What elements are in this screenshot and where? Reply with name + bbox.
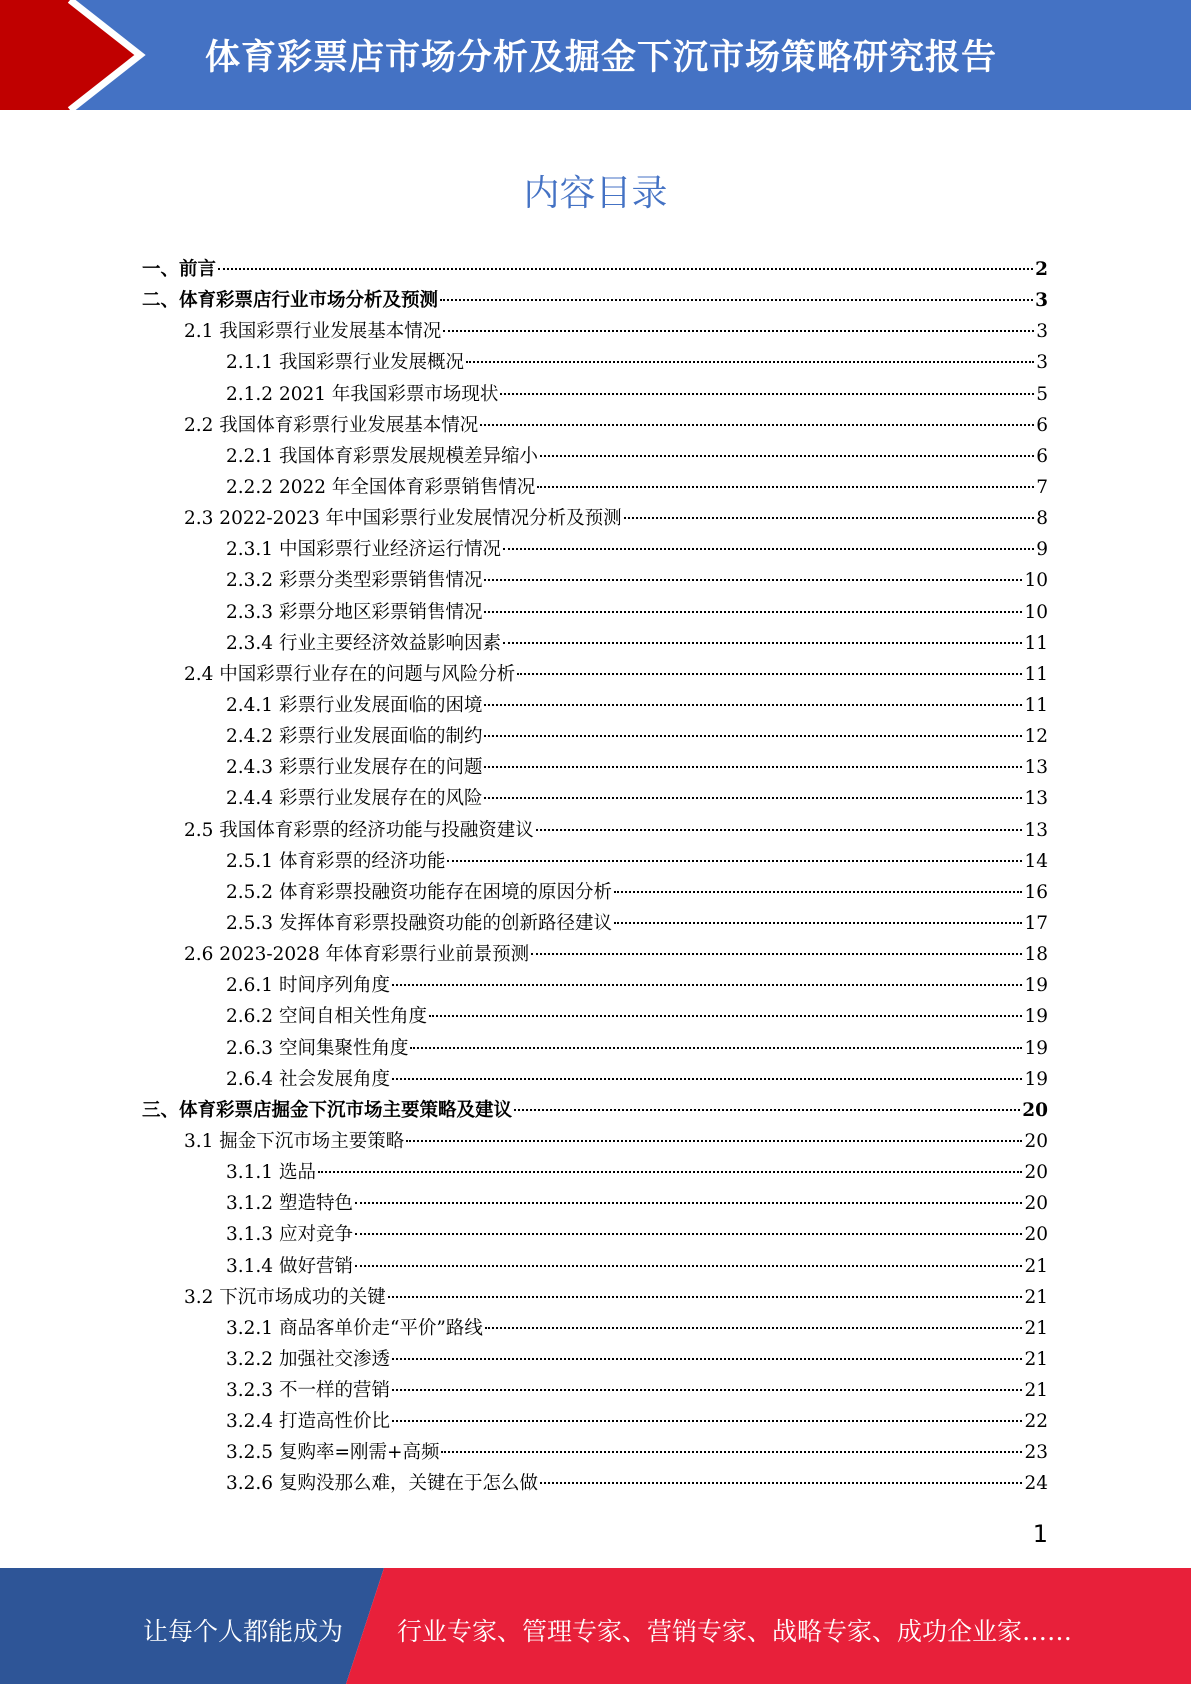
toc-entry-title: 3.2.3 不一样的营销 [226,1380,390,1402]
toc-entry-page: 21 [1024,1380,1048,1402]
toc-entry-title: 3.2 下沉市场成功的关键 [184,1286,386,1308]
toc-entry-page: 13 [1024,757,1048,779]
toc-entry-title: 2.6.3 空间集聚性角度 [226,1037,409,1059]
toc-entry[interactable] [142,970,1048,1001]
toc-entry-page: 3 [1036,321,1048,343]
toc-entry[interactable] [142,1219,1048,1250]
toc-dot-leader [484,579,1022,581]
toc-entry-title: 2.5.3 发挥体育彩票投融资功能的创新路径建议 [226,912,612,934]
toc-dot-leader [480,424,1034,426]
toc-entry-page: 6 [1036,445,1048,467]
toc-entry-title: 3.2.4 打造高性价比 [226,1411,390,1433]
toc-entry-page: 16 [1024,881,1048,903]
toc-dot-leader [624,517,1035,519]
toc-entry-title: 3.2.5 复购率=刚需+高频 [226,1442,440,1464]
toc-entry[interactable] [142,285,1048,316]
toc-entry-page: 10 [1024,570,1048,592]
toc-entry-page: 18 [1024,944,1048,966]
toc-entry-page: 17 [1024,912,1048,934]
toc-dot-leader [218,268,1033,270]
toc-dot-leader [429,1015,1022,1017]
toc-entry-title: 2.4.1 彩票行业发展面临的困境 [226,694,483,716]
toc-entry-title: 2.3.1 中国彩票行业经济运行情况 [226,539,501,561]
toc-entry-title: 2.1.1 我国彩票行业发展概况 [226,352,464,374]
toc-entry[interactable] [142,1251,1048,1282]
toc-dot-leader [485,1327,1023,1329]
toc-entry[interactable] [142,316,1048,347]
toc-entry-page: 20 [1024,1162,1048,1184]
toc-dot-leader [355,1265,1023,1267]
toc-dot-leader [484,735,1022,737]
toc-entry[interactable] [142,441,1048,472]
toc-dot-leader [466,361,1034,363]
toc-entry-page: 20 [1024,1193,1048,1215]
toc-entry-title: 2.1.2 2021 年我国彩票市场现状 [226,383,499,405]
toc-entry[interactable] [142,1313,1048,1344]
toc-entry-title: 2.3 2022-2023 年中国彩票行业发展情况分析及预测 [184,508,622,530]
toc-entry[interactable] [142,1375,1048,1406]
toc-dot-leader [503,642,1022,644]
toc-entry-title: 二、体育彩票店行业市场分析及预测 [142,290,439,312]
footer-slogan-right: 行业专家、管理专家、营销专家、战略专家、成功企业家…… [397,1617,1073,1646]
toc-entry-page: 21 [1024,1317,1048,1339]
toc-entry[interactable] [142,1344,1048,1375]
toc-dot-leader [614,922,1022,924]
toc-entry-title: 一、前言 [142,259,217,280]
toc-dot-leader [484,611,1022,613]
toc-entry-title: 3.2.6 复购没那么难，关键在于怎么做 [226,1473,538,1495]
toc-entry[interactable] [142,503,1048,534]
table-of-contents [142,254,1048,1500]
toc-entry-page: 2 [1035,259,1048,280]
toc-dot-leader [500,393,1034,395]
footer-slogan-left: 让每个人都能成为 [143,1617,344,1646]
toc-dot-leader [392,1420,1022,1422]
toc-dot-leader [484,797,1022,799]
toc-entry-page: 19 [1024,1006,1048,1028]
toc-dot-leader [540,455,1034,457]
toc-entry[interactable] [142,1126,1048,1157]
toc-entry-title: 2.4 中国彩票行业存在的问题与风险分析 [184,663,516,685]
toc-entry-title: 3.1 掘金下沉市场主要策略 [184,1130,405,1152]
toc-entry-page: 8 [1036,508,1048,530]
report-header-band [0,0,1191,110]
toc-entry-page: 20 [1024,1224,1048,1246]
toc-entry-title: 2.4.2 彩票行业发展面临的制约 [226,726,483,748]
toc-entry-title: 2.5.1 体育彩票的经济功能 [226,850,446,872]
toc-entry-title: 2.5 我国体育彩票的经济功能与投融资建议 [184,819,534,841]
toc-dot-leader [443,330,1034,332]
toc-entry[interactable] [142,877,1048,908]
toc-entry-title: 3.1.4 做好营销 [226,1255,353,1277]
toc-dot-leader [536,829,1023,831]
toc-entry-page: 11 [1024,663,1048,685]
toc-entry-title: 2.2.1 我国体育彩票发展规模差异缩小 [226,445,538,467]
toc-entry[interactable] [142,1001,1048,1032]
toc-entry-title: 3.1.2 塑造特色 [226,1193,353,1215]
toc-entry[interactable] [142,908,1048,939]
toc-entry-title: 三、体育彩票店掘金下沉市场主要策略及建议 [142,1099,513,1121]
toc-entry-page: 21 [1024,1348,1048,1370]
toc-entry[interactable] [142,534,1048,565]
toc-entry[interactable] [142,752,1048,783]
toc-entry[interactable] [142,1095,1048,1126]
toc-entry-title: 2.2.2 2022 年全国体育彩票销售情况 [226,476,536,498]
toc-entry[interactable] [142,597,1048,628]
toc-entry-title: 3.1.1 选品 [226,1162,316,1184]
toc-entry[interactable] [142,1157,1048,1188]
page-number: 1 [1032,1520,1048,1548]
toc-dot-leader [441,1451,1022,1453]
toc-entry-page: 19 [1024,1037,1048,1059]
toc-entry[interactable] [142,1468,1048,1499]
toc-entry-page: 14 [1024,850,1048,872]
toc-entry-page: 20 [1024,1130,1048,1152]
toc-entry-page: 24 [1024,1473,1048,1495]
toc-dot-leader [388,1296,1023,1298]
toc-entry-page: 20 [1022,1099,1048,1121]
toc-dot-leader [484,766,1022,768]
toc-entry-page: 13 [1024,788,1048,810]
toc-dot-leader [540,1482,1022,1484]
toc-entry-title: 2.6.2 空间自相关性角度 [226,1006,427,1028]
toc-entry-title: 2.5.2 体育彩票投融资功能存在困境的原因分析 [226,881,612,903]
toc-dot-leader [355,1202,1023,1204]
toc-entry-title: 3.2.1 商品客单价走“平价”路线 [226,1317,483,1339]
toc-dot-leader [392,1389,1022,1391]
toc-entry-page: 3 [1036,352,1048,374]
toc-dot-leader [531,953,1022,955]
toc-entry-title: 3.2.2 加强社交渗透 [226,1348,390,1370]
toc-heading: 内容目录 [523,173,668,214]
toc-entry[interactable] [142,254,1048,285]
toc-dot-leader [406,1140,1022,1142]
toc-entry[interactable] [142,379,1048,410]
toc-entry[interactable] [142,815,1048,846]
toc-entry[interactable] [142,1033,1048,1064]
toc-dot-leader [392,984,1022,986]
toc-entry[interactable] [142,1406,1048,1437]
toc-entry-page: 11 [1024,694,1048,716]
toc-entry[interactable] [142,1437,1048,1468]
toc-entry[interactable] [142,783,1048,814]
toc-entry-title: 2.6.4 社会发展角度 [226,1068,390,1090]
toc-entry-page: 11 [1024,632,1048,654]
toc-entry-title: 3.1.3 应对竞争 [226,1224,353,1246]
toc-dot-leader [392,1358,1022,1360]
toc-entry[interactable] [142,565,1048,596]
toc-entry-page: 13 [1024,819,1048,841]
toc-dot-leader [355,1233,1023,1235]
toc-dot-leader [484,704,1022,706]
toc-entry[interactable] [142,472,1048,503]
toc-entry-page: 19 [1024,1068,1048,1090]
header-chevron-decoration [0,0,160,110]
toc-entry[interactable] [142,1064,1048,1095]
toc-entry-page: 7 [1036,476,1048,498]
toc-entry-page: 10 [1024,601,1048,623]
toc-entry[interactable] [142,410,1048,441]
toc-entry[interactable] [142,659,1048,690]
toc-entry[interactable] [142,939,1048,970]
toc-entry[interactable] [142,721,1048,752]
toc-entry[interactable] [142,1282,1048,1313]
toc-entry-page: 21 [1024,1255,1048,1277]
toc-entry-page: 23 [1024,1442,1048,1464]
toc-entry-page: 21 [1024,1286,1048,1308]
toc-dot-leader [440,299,1033,301]
toc-entry-page: 19 [1024,975,1048,997]
toc-dot-leader [503,548,1034,550]
toc-entry-title: 2.4.4 彩票行业发展存在的风险 [226,788,483,810]
toc-entry-title: 2.3.4 行业主要经济效益影响因素 [226,632,501,654]
toc-entry-title: 2.4.3 彩票行业发展存在的问题 [226,757,483,779]
toc-entry-page: 6 [1036,414,1048,436]
toc-dot-leader [318,1171,1023,1173]
toc-dot-leader [392,1078,1022,1080]
toc-entry[interactable] [142,690,1048,721]
toc-dot-leader [514,1109,1020,1111]
toc-entry-page: 5 [1036,383,1048,405]
toc-entry-title: 2.3.3 彩票分地区彩票销售情况 [226,601,483,623]
toc-entry-title: 2.6 2023-2028 年体育彩票行业前景预测 [184,944,530,966]
toc-dot-leader [517,673,1022,675]
toc-dot-leader [614,891,1022,893]
toc-entry-title: 2.3.2 彩票分类型彩票销售情况 [226,570,483,592]
toc-entry[interactable] [142,628,1048,659]
toc-dot-leader [537,486,1034,488]
toc-dot-leader [447,860,1022,862]
toc-entry-page: 9 [1036,539,1048,561]
toc-entry-page: 12 [1024,726,1048,748]
toc-entry-title: 2.2 我国体育彩票行业发展基本情况 [184,414,479,436]
toc-dot-leader [410,1047,1022,1049]
toc-entry-title: 2.6.1 时间序列角度 [226,975,390,997]
report-title: 体育彩票店市场分析及掘金下沉市场策略研究报告 [205,38,998,78]
toc-entry[interactable] [142,347,1048,378]
toc-entry-page: 3 [1035,290,1048,312]
toc-entry-title: 2.1 我国彩票行业发展基本情况 [184,321,442,343]
toc-entry[interactable] [142,846,1048,877]
toc-entry-page: 22 [1024,1411,1048,1433]
toc-entry[interactable] [142,1188,1048,1219]
